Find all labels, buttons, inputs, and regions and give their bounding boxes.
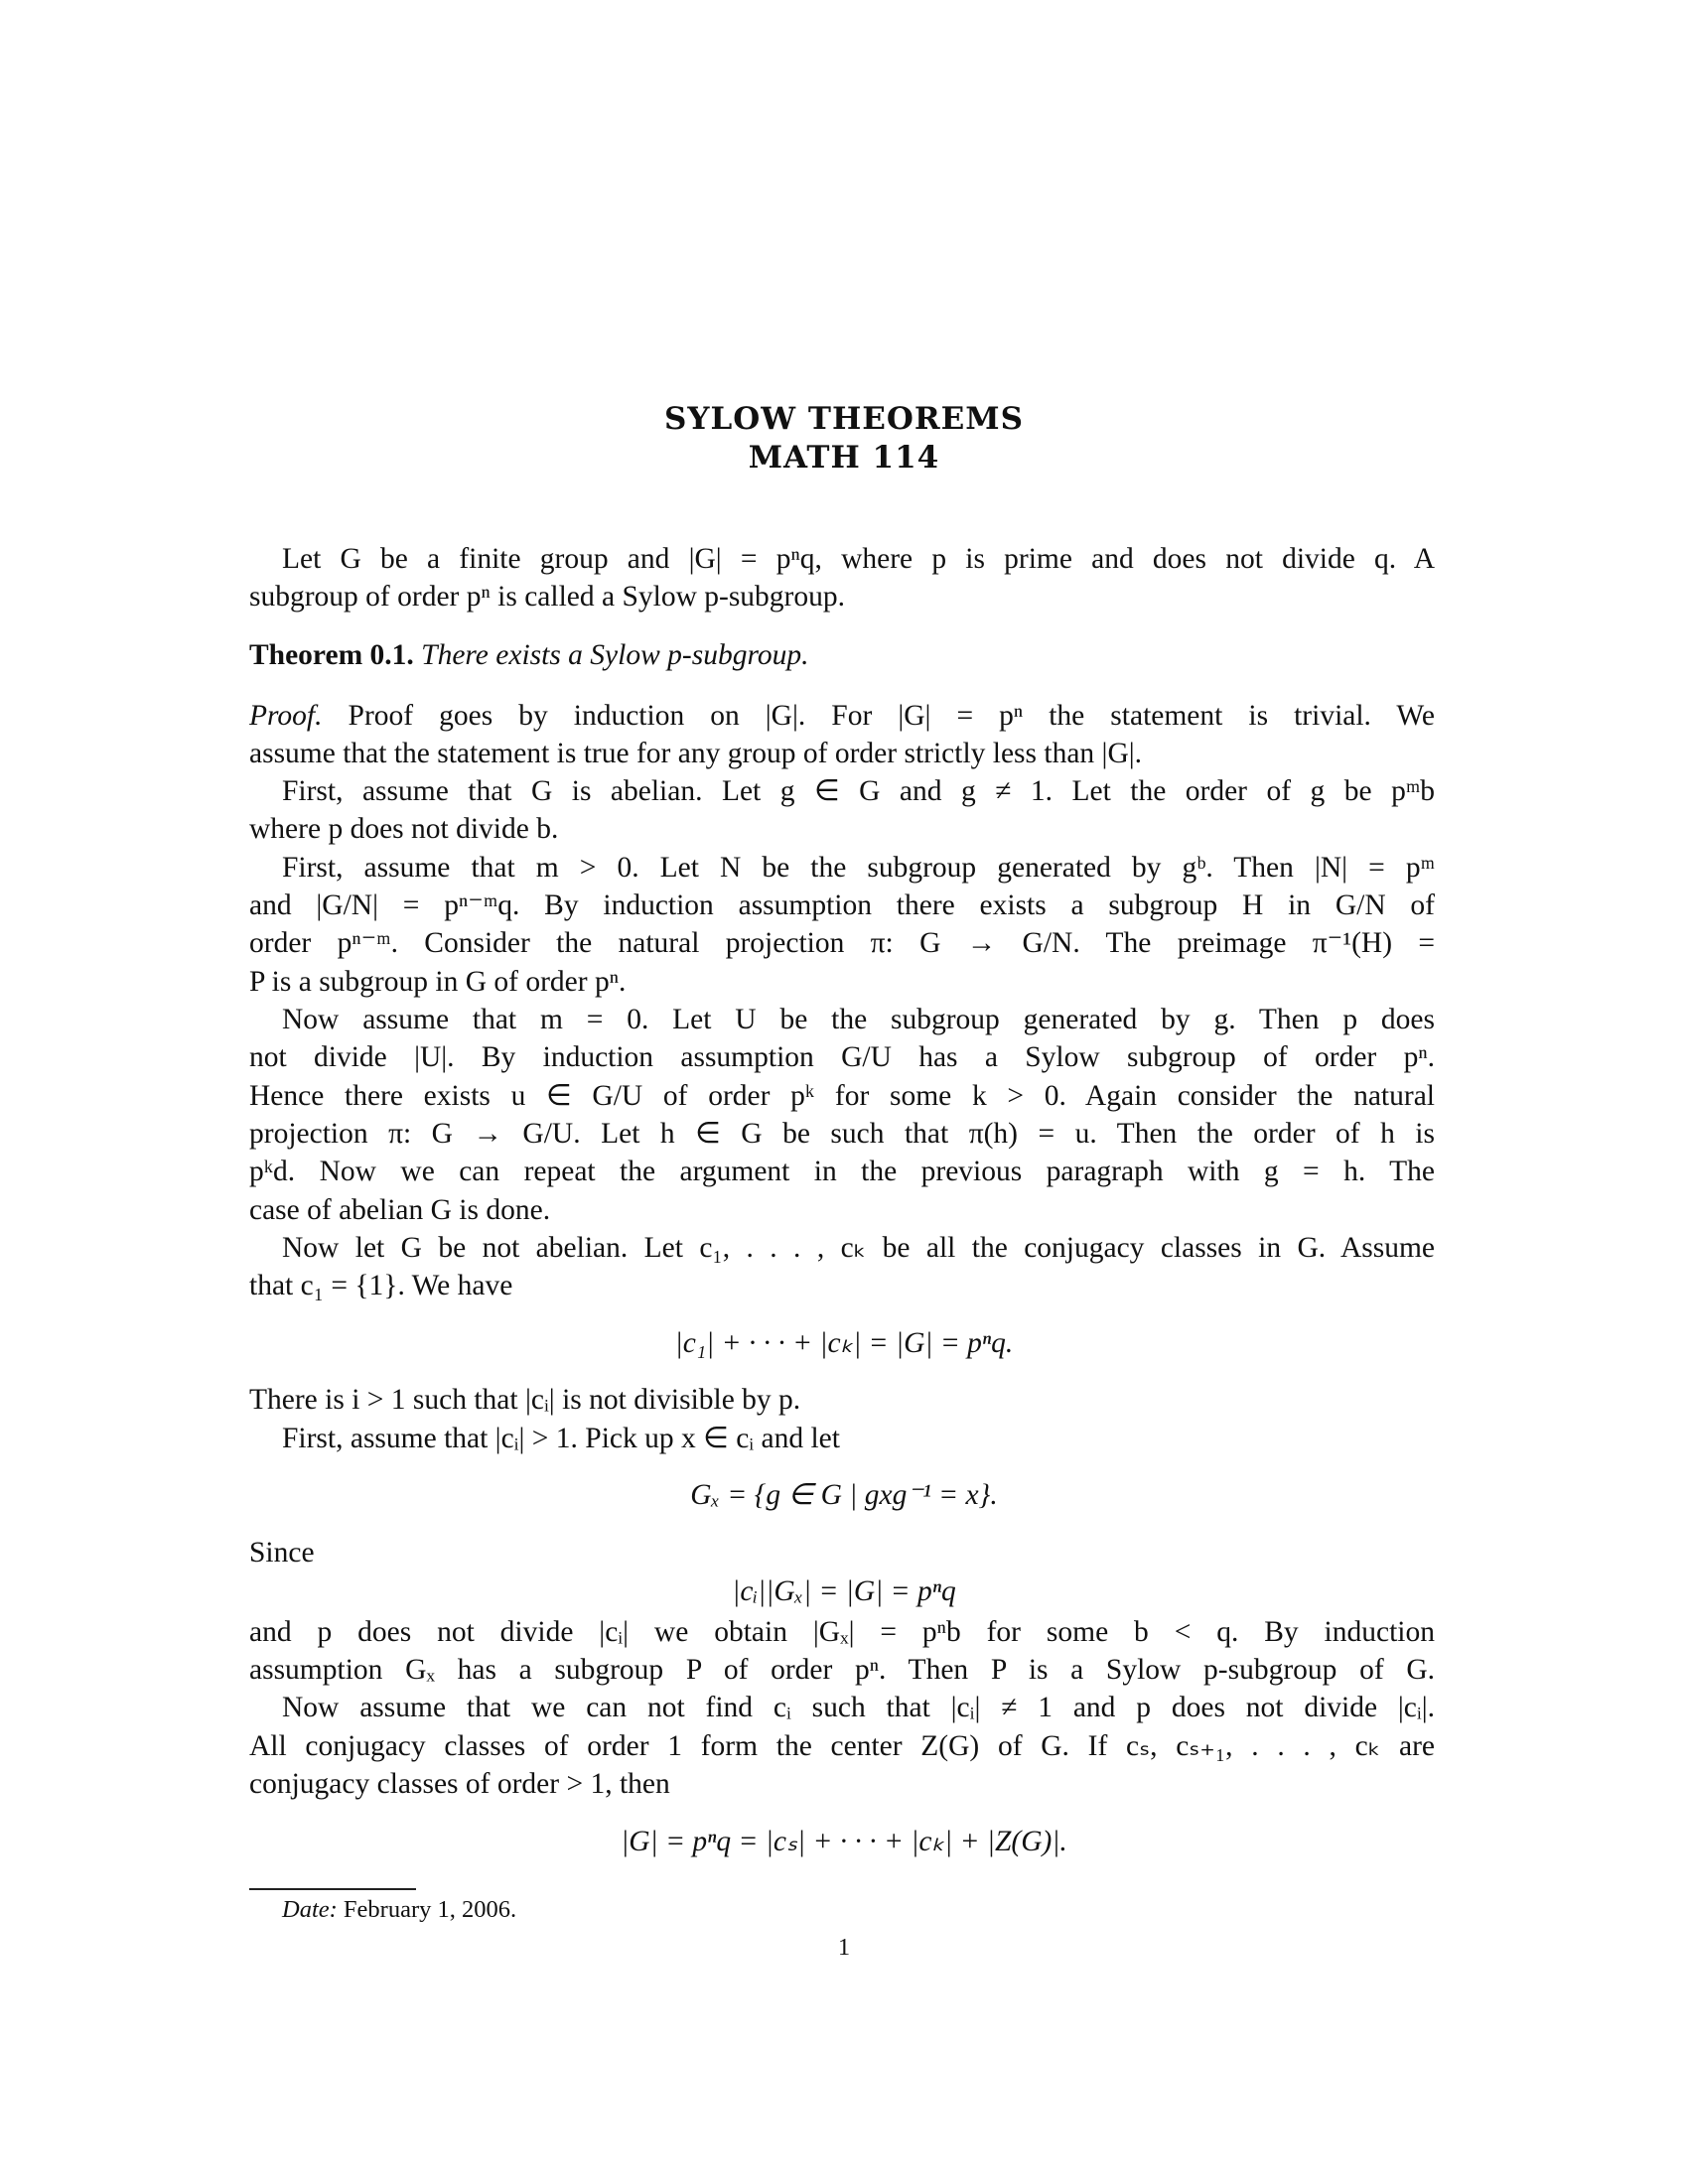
equation-orbit-stabilizer: |cᵢ||Gₓ| = |G| = pⁿq <box>732 1575 956 1607</box>
equation-class-sum: |c₁| + · · · + |cₖ| = |G| = pⁿq. <box>674 1327 1014 1359</box>
proof-line-2: assume that the statement is true for any group of order strictly less than |G|. <box>249 738 1143 769</box>
proof-line-3: First, assume that G is abelian. Let g ∈ G and g ≠ 1. Let the order of g be pᵐb <box>282 775 1435 807</box>
proof-text: Proof goes by induction on |G|. For |G| = pⁿ the statement is trivial. We <box>348 700 1436 732</box>
theorem-0-1 <box>249 636 1435 674</box>
proof-line-7: order pⁿ⁻ᵐ. Consider the natural projection π: G → G/N. The preimage π⁻¹(H) = <box>249 927 1435 959</box>
proof-line-10: not divide |U|. By induction assumption G/U has a Sylow subgroup of order pⁿ. <box>249 1041 1435 1073</box>
proof-line-16: that c₁ = {1}. We have <box>249 1270 513 1301</box>
proof-line-21: Now assume that we can not find cᵢ such that |cᵢ| ≠ 1 and p does not divide |cᵢ|. <box>282 1692 1435 1723</box>
intro-line-2: subgroup of order pⁿ is called a Sylow p-subgroup. <box>249 581 846 613</box>
proof-line-5: First, assume that m > 0. Let N be the subgroup generated by gᵇ. Then |N| = pᵐ <box>282 852 1435 884</box>
proof-line-6: and |G/N| = pⁿ⁻ᵐq. By induction assumption there exists a subgroup H in G/N of <box>249 889 1435 921</box>
proof-line-13: pᵏd. Now we can repeat the argument in the previous paragraph with g = h. The <box>249 1156 1435 1187</box>
page-number: 1 <box>837 1934 851 1961</box>
proof-line-1 <box>249 697 1435 735</box>
proof-line-17: There is i > 1 such that |cᵢ| is not divisible by p. <box>249 1384 801 1416</box>
footnote-rule <box>249 1888 416 1890</box>
theorem-label: Theorem 0.1. <box>249 639 414 671</box>
equation-stabilizer: Gₓ = {g ∈ G | gxg⁻¹ = x}. <box>690 1479 998 1511</box>
proof-line-8: P is a subgroup in G of order pⁿ. <box>249 966 627 998</box>
document-subtitle: MATH 114 <box>748 440 940 476</box>
proof-since: Since <box>249 1537 315 1569</box>
proof-line-23: conjugacy classes of order > 1, then <box>249 1768 670 1800</box>
footnote-date: February 1, 2006. <box>343 1896 517 1923</box>
intro-line-1: Let G be a finite group and |G| = pⁿq, where p is prime and does not divide q. A <box>282 543 1435 575</box>
proof-line-9: Now assume that m = 0. Let U be the subgroup generated by g. Then p does <box>282 1004 1435 1035</box>
proof-line-14: case of abelian G is done. <box>249 1194 551 1226</box>
equation-class-equation: |G| = pⁿq = |cₛ| + · · · + |cₖ| + |Z(G)|. <box>621 1826 1067 1857</box>
proof-line-22: All conjugacy classes of order 1 form the center Z(G) of G. If cₛ, cₛ₊₁, . . . , cₖ are <box>249 1730 1435 1762</box>
proof-line-12: projection π: G → G/U. Let h ∈ G be such that π(h) = u. Then the order of h is <box>249 1118 1435 1150</box>
footnote-label: Date: <box>282 1896 338 1923</box>
proof-line-20: assumption Gₓ has a subgroup P of order pⁿ. Then P is a Sylow p-subgroup of G. <box>249 1654 1435 1686</box>
proof-line-4: where p does not divide b. <box>249 813 559 845</box>
proof-label: Proof. <box>249 700 323 732</box>
proof-line-19: and p does not divide |cᵢ| we obtain |Gₓ| = pⁿb for some b < q. By induction <box>249 1616 1435 1648</box>
theorem-statement: There exists a Sylow p-subgroup. <box>421 639 809 671</box>
document-title: SYLOW THEOREMS <box>663 401 1024 437</box>
proof-line-18: First, assume that |cᵢ| > 1. Pick up x ∈ cᵢ and let <box>282 1423 840 1454</box>
proof-line-15: Now let G be not abelian. Let c₁, . . . , cₖ be all the conjugacy classes in G. Assume <box>282 1232 1435 1264</box>
proof-line-11: Hence there exists u ∈ G/U of order pᵏ for some k > 0. Again consider the natural <box>249 1080 1435 1112</box>
footnote <box>282 1896 516 1924</box>
